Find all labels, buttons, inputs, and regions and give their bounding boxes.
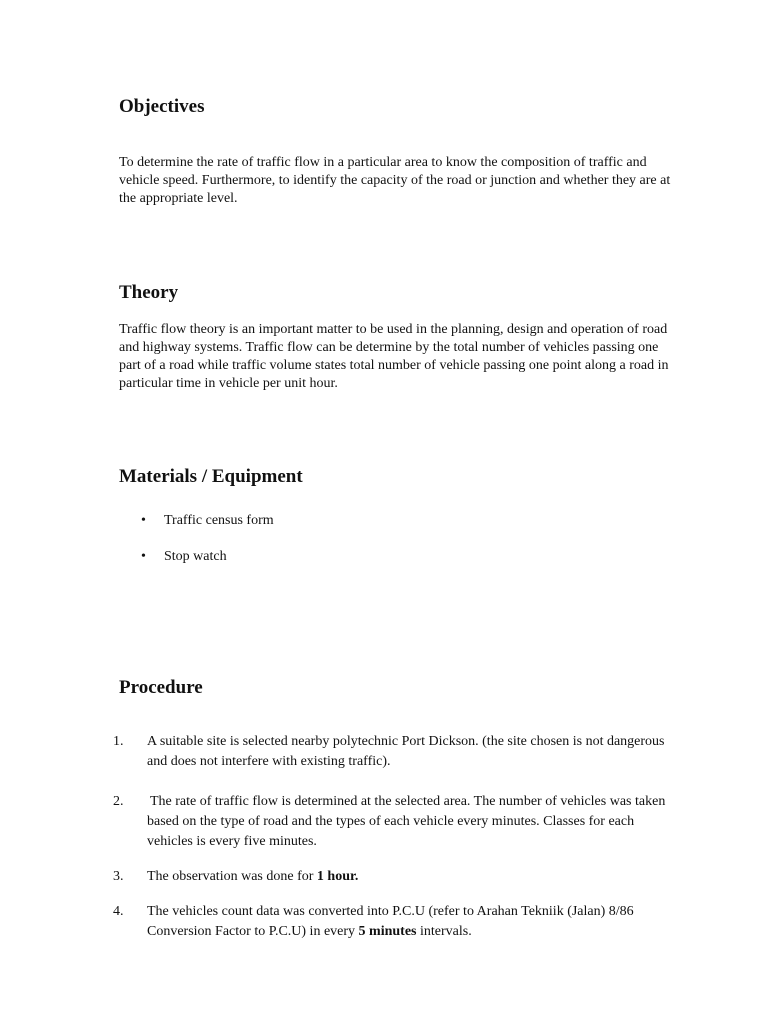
materials-heading: Materials / Equipment: [119, 466, 303, 487]
list-item: [119, 548, 274, 584]
procedure-step: [113, 732, 683, 772]
step-text: A suitable site is selected nearby polytechnic Port Dickson. (the site chosen is not dangerous and does not interfere with existing traffic).: [147, 734, 665, 769]
list-item-label: Stop watch: [164, 549, 227, 564]
procedure-step: [113, 867, 683, 887]
step-text: The rate of traffic flow is determined at the selected area. The number of vehicles was taken based on the type of road and the types of each vehicle every minutes. Classes for each vehicles is every five minutes.: [147, 794, 666, 849]
objectives-heading: Objectives: [119, 96, 205, 117]
theory-text: Traffic flow theory is an important matter to be used in the planning, design and operation of road and highway systems. Traffic flow can be determine by the total number of vehicles passing one part of a road while traffic volume states total number of vehicle passing one point along a road in particular time in vehicle per unit hour.: [119, 322, 669, 391]
step-text: The vehicles count data was converted into P.C.U (refer to Arahan Tekniik (Jalan) 8/86 Conversion Factor to P.C.U) in every: [147, 904, 634, 939]
step-text: The observation was done for: [147, 869, 317, 884]
step-bold-text: 1 hour.: [316, 869, 359, 884]
step-number: 3.: [113, 869, 124, 884]
procedure-step: [113, 902, 683, 942]
step-number: 4.: [113, 904, 124, 919]
procedure-heading: Procedure: [119, 677, 203, 698]
bullet-icon: •: [141, 513, 146, 528]
materials-list: [119, 512, 274, 584]
theory-heading: Theory: [119, 282, 179, 303]
step-number: 1.: [113, 734, 124, 749]
objectives-text: To determine the rate of traffic flow in a particular area to know the composition of traffic and vehicle speed. Furthermore, to identify the capacity of the road or junction and whether they are at the appropriate level.: [119, 155, 671, 206]
list-item: [119, 512, 274, 548]
procedure-step: [113, 792, 683, 852]
step-text-after: intervals.: [416, 924, 472, 939]
step-bold-text: 5 minutes: [358, 924, 417, 939]
procedure-steps: [113, 732, 683, 942]
step-number: 2.: [113, 794, 124, 809]
list-item-label: Traffic census form: [164, 513, 274, 528]
bullet-icon: •: [141, 549, 146, 564]
